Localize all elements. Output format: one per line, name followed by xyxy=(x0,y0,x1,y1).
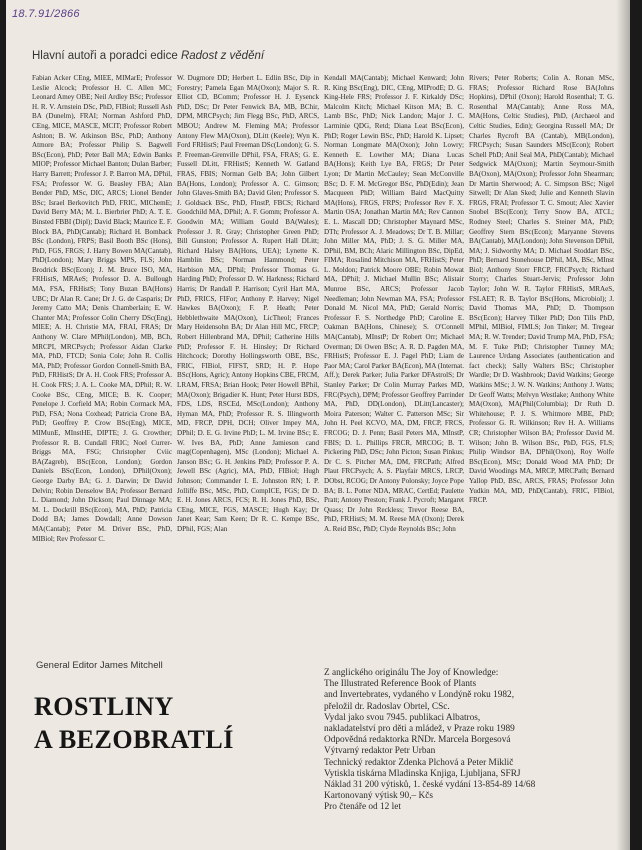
imprint-line: Pro čtenáře od 12 let xyxy=(324,802,401,813)
authors-heading xyxy=(32,50,264,62)
authors-column-1: Fabian Acker CEng, MIEE, MIMarE; Professor Leslie Alcock; Professor H. C. Allen MC; Leonard Amey OBE; Neil Ardley BSc; Professor H. R. V. Arnstein DSc, PhD, FIBiol; Russell Ash BA (Dunelm), FRAI; Norman Ashford PhD, CEng, MICE, MASCE, MCIT; Professor Robert Ashton; B. W. Atkinson BSc, PhD; Anthony Atmore BA; Professor Philip S. Bagwell BSc(Econ), PhD; Peter Ball MA; Edwin Banks MIOP; Professor Michael Banton; Dulan Barber; Harry Barrett; Professor J. P. Barron MA, DPhil, FSA; Professor W. G. Beasley FBA; Alan Bender PhD, MSc, DIC, ARCS; Lionel Bender BSc; Israel Berkovitch PhD, FRIC, MIChemE; David Berry MA; M. L. Bierbrier PhD; A. T. E. Binsted FBBI (Dipl); David Black; Maurice E. F. Block BA, PhD(Cantab); Richard H. Bomback BSc (London), FRPS; Basil Booth BSc (Hons), PhD, FGS, FRGS; J. Harry Bowen MA(Cantab), PhD(London); Mary Briggs MPS, FLS; John Brodrick BSc(Econ); J. M. Bruce ISO, MA, FRHistS, MRAeS; Professor D. A. Bullough MA, FSA, FRHistS; Tony Buzan BA(Hons) UBC; Dr Alan R. Cane; Dr J. G. de Casparis; Dr Jeremy Catto MA; Denis Chamberlain; E. W. Chanter MA; Professor Colin Cherry DSc(Eng), MIEE; A. H. Christie MA, FRAI, FRAS; Dr Anthony W. Clare MPhil(London), MB, BCh, MRCPI, MRCPsych; Professor Aidan Clarke MA, PhD, FTCD; Sonia Cole; John R. Collis MA, PhD; Professor Gordon Connell-Smith BA, PhD, FRHistS; Dr A. H. Cook FRS; Professor A. H. Cook FRS; J. A. L. Cooke MA, DPhil; R. W. Cooke BSc, CEng, MICE; B. K. Cooper; Penelope J. Corfield MA; Robin Cormack MA, PhD, FSA; Nona Coxhead; Patricia Crone BA, PhD; Geoffrey P. Crow BSc(Eng), MICE, MIMunE, MInstHE, DIPTE; J. G. Crowther; Professor R. B. Cundall FRIC; Noel Currer-Briggs MA, FSG; Christopher Cviic BA(Zagreb), BSc(Econ, London); Gordon Daniels BSc(Econ, London), DPhil(Oxon); George Darby BA; G. J. Darwin; Dr David Delvin; Robin Denselow BA; Professor Bernard L. Diamond; John Dickson; Paul Dinnage MA; M. L. Dockrill BSc(Econ), MA, PhD; Patricia Dodd BA; James Dowdall; Anne Dowson MA(Cantab); Peter M. Driver BSc, PhD, MIBiol; Rev Professor C. xyxy=(32,74,172,543)
heading-prefix: Hlavní autoři a poradci edice xyxy=(32,50,181,62)
imprint-line: přeložil dr. Radoslav Obrtel, CSc. xyxy=(324,701,450,712)
imprint-line: The Illustrated Reference Book of Plants xyxy=(324,679,477,690)
imprint-line: Vytiskla tiskárna Mladinska Knjiga, Ljubljana, SFRJ xyxy=(324,768,521,779)
authors-column-3: Kendall MA(Cantab); Michael Kenward; John R. King BSc(Eng), DIC, CEng, MIProdE; D. G. King-Hele FRS; Professor J. F. Kirkaldy DSc; Malcolm Kitch; Michael Kitson MA; B. C. Lamb BSc, PhD; Nick Landon; Major J. C. Larminie QDG, Retd; Diana Leat BSc(Econ), PhD; Roger Lewin BSc, PhD; Harold K. Lipset; Norman Longmate MA(Oxon); John Lowry; Kenneth E. Lowther MA; Diana Lucas BA(Hons); Keith Lye BA, FRGS; Dr Peter Lyon; Dr Martin McCauley; Sean McConville BSc; D. F. M. McGregor BSc, PhD(Edin); Jean Macqueen PhD; William Baird MacQuitty MA(Hons), FRGS, FRPS; Professor Rev F. X. Martin OSA; Jonathan Martin MA; Rev Cannon E. L. Mascall DD; Christopher Maynard MSc, DTh; Professor A. J. Meadows; Dr T. B. Millar; John Miller MA, PhD; J. S. G. Miller MA, DPhil, BM, BCh; Alaric Millington BSc, DipEd, FIMA; Rosalind Mitchison MA, FRHistS; Peter L. Moldon; Patrick Moore OBE; Robin Mowat MA, DPhil; J. Michael Mullin BSc; Alistair Munroe BSc, ARCS; Professor Jacob Needleman; John Newman MA, FSA; Professor Donald M. Nicol MA, PhD; Gerald Norris; Professor F. S. Northedge PhD; Caroline E. Oakman BA(Hons, Chinese); S. O'Connell MA(Cantab), MInstP; Dr Robert Orr; Michael Overman; Di Owen BSc; A. R. D. Pagden MA, FRHistS; Professor E. J. Pagel PhD; Liam de Paor MA; Carol Parker BA(Econ), MA (Internat. Aff.); Derek Parker; Julia Parker DFAstrolS; Dr Stanley Parker; Dr Colin Murray Parkes MD, FRC(Psych), DPM; Professor Geoffrey Parrinder MA, PhD, DD(London), DLitt(Lancaster); Moira Paterson; Walter C. Patterson MSc; Sir John H. Peel KCVO, MA, DM, FRCP, FRCS, FRCOG; D. J. Penn; Basil Peters MA, MInstP, FBIS; D. L. Phillips FRCR, MRCOG; B. T. Pickering PhD, DSc; John Picton; Susan Pinkus; Dr C. S. Pitcher MA, DM, FRCPath; Alfred Plaut FRCPsych; A. S. Playfair MRCS, LRCP, DObst, RCOG; Dr Antony Polonsky; Joyce Pope BA; B. L. Potter NDA, MRAC, CertEd; Paulette Pratt; Antony Preston; Frank J. Pycroft; Margaret Quass; Dr John Reckless; Trevor Reese BA, PhD, FRHistS; M. M. Reese MA (Oxon); Derek A. Reid BSc, PhD; Clyde Reynolds BSc; John xyxy=(324,74,464,533)
general-editor: General Editor James Mitchell xyxy=(36,660,163,671)
imprint-line: Z anglického originálu The Joy of Knowledge: xyxy=(324,668,499,678)
imprint-line: Náklad 31 200 výtisků, 1. české vydání 13-854-89 14/68 xyxy=(324,780,536,791)
imprint-line: Výtvarný redaktor Petr Urban xyxy=(324,746,436,757)
authors-column-4: Rivers; Peter Roberts; Colin A. Ronan MSc, FRAS; Professor Richard Rose BA(Johns Hopkins), DPhil (Oxon); Harold Rosenthal; T. G. Rosenthal MA(Cantab); Anne Ross MA, MA(Hons, Celtic Studies), PhD, (Archaeol and Celtic Studies, Edin); Georgina Russell MA; Dr Charles Rycroft BA (Cantab), MB(London), FRCPsych; Susan Saunders MSc(Econ); Robert Schell PhD; Anil Seal MA, PhD(Cantab); Michael Sedgwick MA(Oxon); Martin Seymour-Smith BA(Oxon), MA(Oxon); Professor John Shearman; Dr Martin Sherwood; A. C. Simpson BSc; Nigel Sitwell; Dr Alan Sked; Julie and Kenneth Slavin FRGS, FRAI; Professor T. C. Smout; Alec Xavier Snobel BSc(Econ); Terry Snow BA, ATCL; Rodney Steel; Charles S. Steiner MA, PhD; Geoffrey Stern BSc(Econ); Maryanne Stevens BA(Cantab), MA(London); John Stevenson DPhil, MA; J. Sidworthy MA; D. Michael Stoddart BSc, PhD; Bernard Stonehouse DPhil, MA, BSc, MInst Biol; Anthony Storr FRCP, FRCPsych; Richard Storry; Charles Stuart-Jervis; Professor John Taylor; John W. R. Taylor FRHistS, MRAeS, FSLAET; R. B. Taylor BSc(Hons, Microbiol); J. David Thomas MA, PhD; D. Thompson BSc(Econ); Harvey Tilker PhD; Don Tills PhD, MPhil, MIBiol, FIMLS; Jon Tinker; M. Tregear MA; R. W. Trender; David Trump MA, PhD, FSA; M. F. Tuke PhD; Christopher Tunney MA; Laurence Urdang Associates (authentication and fact check); Sally Walters BSc; Christopher Wardle; Dr D. Washbrook; David Watkins; George Watkins MSc; J. W. N. Watkins; Anthony J. Watts; Dr Geoff Watts; Melvyn Westlake; Anthony White MA(Oxon), MA(Phil(Columbia); Dr Ruth D. Whitehouse; P. J. S. Whitmore MBE, PhD; Professor G. R. Wilkinson; Rev H. A. Williams CR; Christopher Wilson BA; Professor David M. Wilson; John B. Wilson BSc, PhD, FGS, FLS; Philip Windsor BA, DPhil(Oxon), Roy Wolfe BSc(Econ), MSc; Donald Wood MA PhD; Dr David Woodings MA, MRCP, MRCPath; Bernard Yallop PhD, BSc, ARCS, FRAS; Professor John Yudkin MA, MD, PhD(Cantab), FRIC, FIBiol, FRCP. xyxy=(469,74,614,505)
book-title xyxy=(34,690,234,756)
imprint-block xyxy=(324,668,604,814)
book-page xyxy=(6,0,630,850)
edition-name: Radost z vědění xyxy=(180,50,265,62)
imprint-line: nakladatelství pro děti a mládež, v Praze roku 1989 xyxy=(324,724,515,735)
imprint-line: Odpovědná redaktorka RNDr. Marcela Borgesová xyxy=(324,735,511,746)
page-edge-shadow xyxy=(616,0,630,850)
imprint-line: Technický redaktor Zdenka Plchová a Peter Miklič xyxy=(324,757,514,768)
handwritten-stamp: 18.7.91/2866 xyxy=(12,8,80,20)
imprint-line: and Invertebrates, vydaného v Londýně roku 1982, xyxy=(324,690,515,701)
book-title-line-1: ROSTLINY xyxy=(34,692,174,721)
imprint-line: Kartonovaný výtisk 90,– Kčs xyxy=(324,791,433,802)
book-title-line-2: A BEZOBRATLÍ xyxy=(34,725,234,754)
authors-column-2: W. Dugmore DD; Herbert L. Edlin BSc, Dip in Forestry; Pamela Egan MA(Oxon); Major S. R. Elliot CD, BComm; Professor H. J. Eysenck PhD, DSc; Dr Peter Fenwick BA, MB, BChir, DPM, MRCPsych; Jim Flegg BSc, PhD, ARCS, MBOU; Andrew M. Fleming MA; Professor Antony Flew MA(Oxon), DLitt (Keele); Wyn K. Ford FRHistS; Paul Freeman DSc(London); G. S. P. Freeman-Grenville DPhil, FSA, FRAS; G. E. Fussell DLitt, FRHistS; Kenneth W. Gatland FRAS, FBIS; Norman Gelb BA; John Gilbert BA(Hons, London); Professor A. C. Gimson; John Glaves-Smith BA; David Glen; Professor S. J. Goldsack BSc, PhD, FInstP, FBCS; Richard Goodchild MA, DPhil; A. F. Gomm; Professor A. Goodwin MA; William Gould BA(Wales); Professor J. R. Gray; Christopher Green PhD; Bill Gunston; Professor A. Rupert Hall DLitt; Richard Halsey BA(Hons, UEA); Lynette K. Hamblin BSc; Norman Hammond; Peter Harbison MA, DPhil; Professor Thomas G. Harding PhD; Professor D. W. Harkness; Richard Harris; Dr Randall P. Harrison; Cyril Hart MA, PhD, FRICS, FIFor; Anthony P. Harvey; Nigel Hawkes BA(Oxon); F. P. Heath; Peter Hebblethwaite MA(Oxon), LicTheol; Frances Mary Heidensohn BA; Dr Alan Hill MC, FRCP; Robert Hillenbrand MA, DPhil; Catherine Hills PhD; Professor F. H. Hinsley; Dr Richard Hitchcock; Dorothy Hollingsworth OBE, BSc, FRIC, FIBiol, FIFST, SRD; H. P. Hope BSc(Hons, Agric); Antony Hopkins CBE, FRCM, LRAM, FRSA; Brian Hook; Peter Howell BPhil, MA(Oxon); Brigadier K. Hunt; Peter Hurst BDS, FDS, LDS, RSCEd, MSc(London); Anthony Hyman MA, PhD; Professor R. S. Illingworth MD, FRCP, DPH, DCH; Oliver Impey MA, DPhil; D. E. G. Irvine PhD; L. M. Irvine BSc; E. W. Ives BA, PhD; Anne Jamieson cand mag(Copenhagen), MSc (London); Michael A. Janson BSc; G. H. Jenkins PhD; Professor P. A. Jewell BSc (Agric), MA, PhD, FIBiol; Hugh Johnson; Commander I. E. Johnston RN; I. P. Jolliffe BSc, MSc, PhD, CompICE, FGS; Dr D. E. H. Jones ARCS, FCS; R. H. Jones PhD, BSc, CEng, MICE, FGS, MASCE; Hugh Kay; Dr Janet Kear; Sam Keen; Dr R. C. Kempe BSc, DPhil, FGS; Alan xyxy=(177,74,319,533)
imprint-line: Vydal jako svou 7945. publikaci Albatros, xyxy=(324,712,481,723)
